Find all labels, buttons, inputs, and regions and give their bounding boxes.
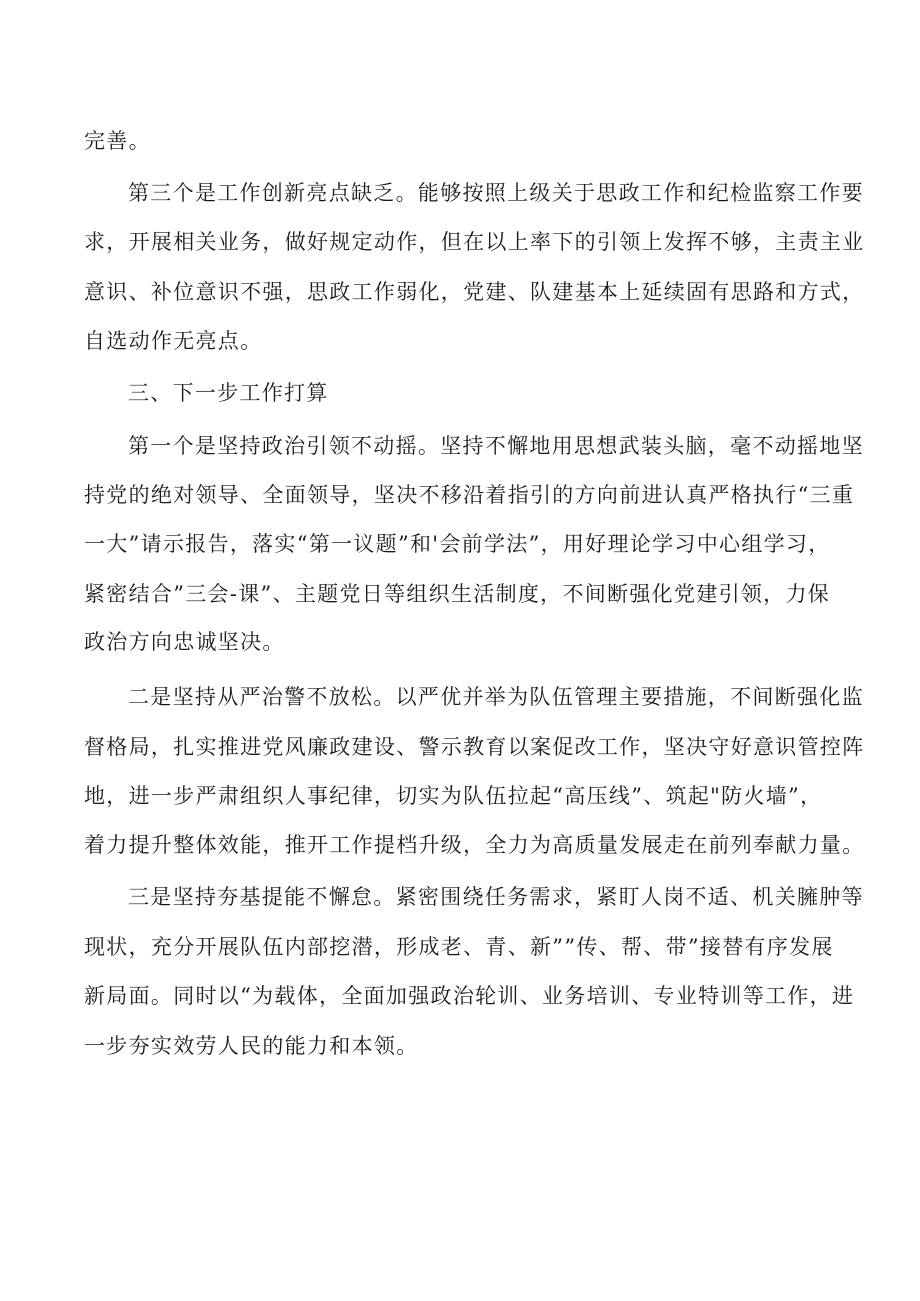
paragraph-line: 三是坚持夯基提能不懈怠。紧密围绕任务需求，紧盯人岗不适、机关臃肿等	[128, 885, 864, 909]
paragraph-line: 二是坚持从严治警不放松。以严优并举为队伍管理主要措施，不间断强化监	[128, 685, 864, 709]
paragraph-line: 地，进一步严肃组织人事纪律，切实为队伍拉起“高压线”、筑起"防火墙”，	[84, 784, 823, 808]
paragraph-line: 督格局，扎实推进党风廉政建设、警示教育以案促改工作，坚决守好意识管控阵	[84, 735, 865, 759]
paragraph-line: 一大”请示报告，落实“第一议题”和'会前学法”，用好理论学习中心组学习，	[84, 532, 831, 556]
paragraph-line: 自选动作无亮点。	[84, 329, 263, 353]
paragraph-line: 意识、补位意识不强，思政工作弱化，党建、队建基本上延续固有思路和方式，	[84, 280, 865, 304]
paragraph-line: 持党的绝对领导、全面领导，坚决不移沿着指引的方向前进认真严格执行“三重	[84, 483, 855, 507]
paragraph-line: 完善。	[84, 129, 151, 153]
paragraph-line: 新局面。同时以“为载体，全面加强政治轮训、业务培训、专业特训等工作，进	[84, 984, 855, 1008]
paragraph-line: 求，开展相关业务，做好规定动作，但在以上率下的引领上发挥不够，主责主业	[84, 230, 865, 254]
paragraph-line: 一步夯实效劳人民的能力和本领。	[84, 1034, 419, 1058]
paragraph-line: 紧密结合”三会-课”、主题党日等组织生活制度，不间断强化党建引领，力保	[84, 582, 831, 606]
paragraph-line: 第一个是坚持政治引领不动摇。坚持不懈地用思想武装头脑，毫不动摇地坚	[128, 434, 864, 458]
section-heading: 三、下一步工作打算	[128, 381, 329, 405]
paragraph-line: 政治方向忠诚坚决。	[84, 630, 285, 654]
paragraph-line: 着力提升整体效能，推开工作提档升级，全力为高质量发展走在前列奉献力量。	[84, 833, 865, 857]
paragraph-line: 第三个是工作创新亮点缺乏。能够按照上级关于思政工作和纪检监察工作要	[128, 181, 864, 205]
paragraph-line: 现状，充分开展队伍内部挖潜，形成老、青、新””传、帮、带”接替有序发展	[84, 935, 834, 959]
